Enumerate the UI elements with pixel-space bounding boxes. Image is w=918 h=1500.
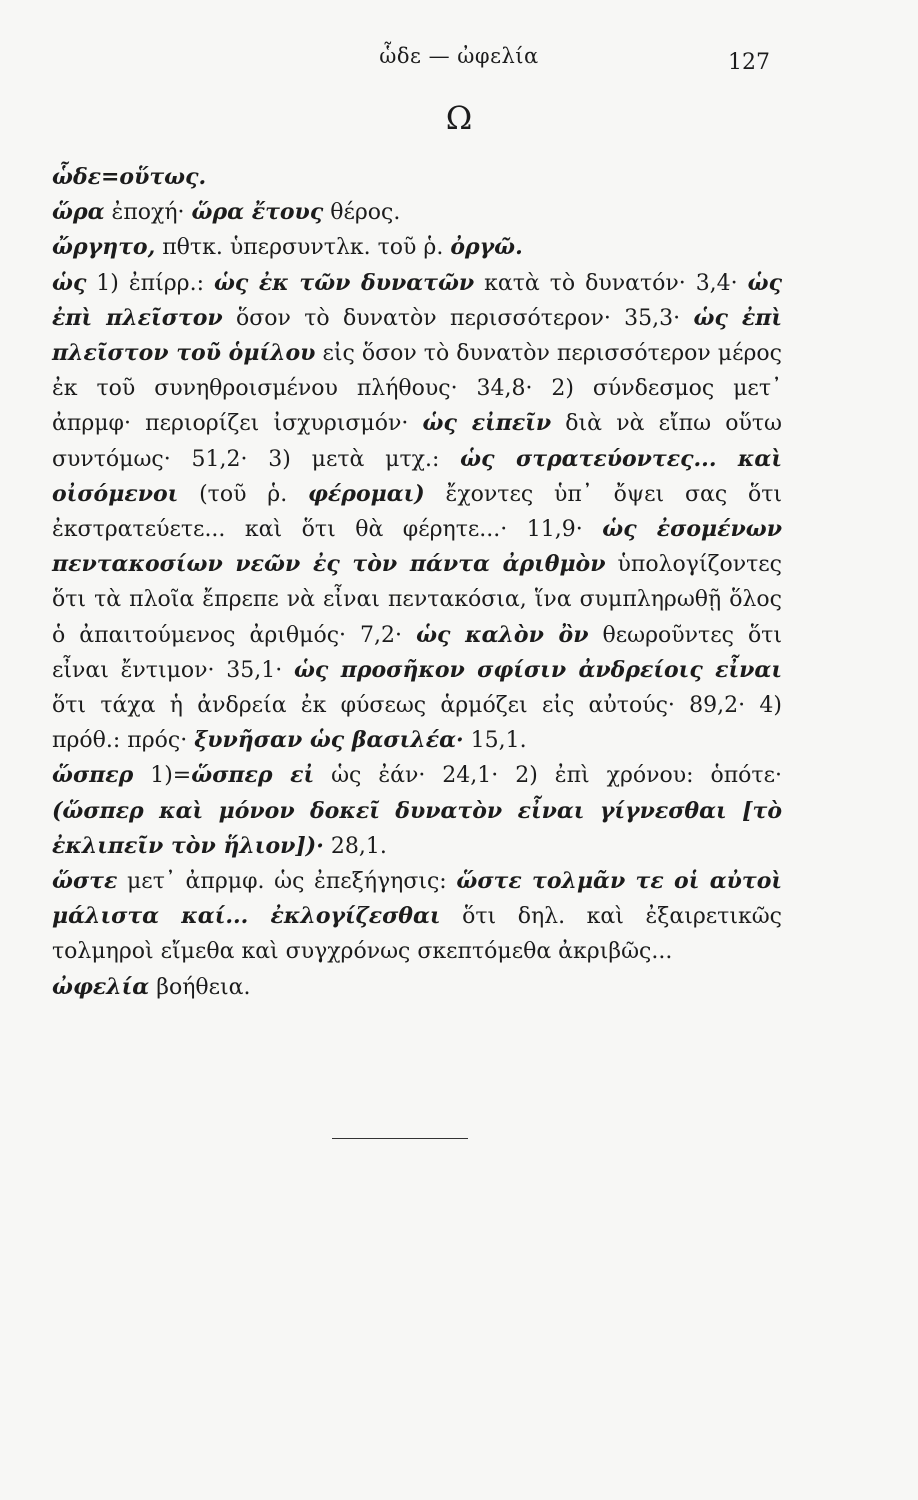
entry-text: ὅτι τάχα ἡ ἀνδρεία ἐκ φύσεως ἁρμόζει εἰς αὐτούς· 89,2· 4) πρόθ.: πρός· [52, 693, 782, 754]
entry-text: θέρος. [323, 200, 401, 226]
entry-text: ὑπολογίζοντες ὅτι τὰ πλοῖα ἔπρεπε νὰ εἶναι πεντακόσια, ἵνα συμπληρωθῇ ὅλος ὁ ἀπαιτούμενος ἀριθμός· 7,2· [52, 552, 783, 648]
entry-headword: ὥρα [52, 199, 105, 226]
entry-text: ὅτι δηλ. καὶ ἐξαιρετικῶς τολμηροὶ εἴμεθα καὶ συγχρόνως σκεπτόμεθα ἀκριβῶς... [52, 904, 782, 965]
entry-text: πθτκ. ὑπερσυντλκ. τοῦ ῥ. [155, 235, 451, 261]
dictionary-entry [52, 864, 782, 970]
dictionary-entry [52, 195, 782, 230]
entry-text: 28,1. [323, 833, 387, 859]
dictionary-entry [52, 160, 782, 195]
entry-citation: ὥρα ἔτους [191, 199, 324, 226]
entry-text: 15,1. [463, 728, 527, 754]
entry-citation: =οὕτως. [101, 164, 207, 190]
dictionary-entry [52, 266, 782, 759]
entry-text: μετ᾽ ἀπρμφ. ὡς ἐπεξήγησις: [117, 869, 457, 895]
entry-citation: ὡς στρατεύοντες... καὶ οἰσόμενοι [52, 445, 783, 507]
entry-headword: ὤργητο, [52, 234, 156, 261]
entry-citation: ὡς ἐπὶ πλεῖστον τοῦ ὁμίλου [52, 304, 783, 367]
entry-text: θεωροῦντες ὅτι εἶναι ἔντιμον· 35,1· [52, 622, 782, 683]
entry-text: ἐποχή· [104, 200, 192, 226]
entry-text: διὰ νὰ εἴπω οὕτω συντόμως· 51,2· 3) μετὰ μτχ.: [52, 411, 782, 472]
entry-citation: ὡς εἰπεῖν [422, 410, 552, 437]
entry-text: εἰς ὅσον τὸ δυνατὸν περισσότερον μέρος ἐκ τοῦ συνηθροισμένου πλήθους· 34,8· 2) σύνδεσμος μετ᾽ ἀπρμφ· περιορίζει ἰσχυρισμόν· [52, 341, 782, 437]
entry-text: κατὰ τὸ δυνατόν· 3,4· [474, 270, 748, 296]
entry-citation: ξυνῆσαν ὡς βασιλέα· [194, 727, 464, 754]
entry-citation: ὡς ἐκ τῶν δυνατῶν [213, 269, 475, 296]
entry-text: 1) ἐπίρρ.: [86, 270, 214, 296]
section-end-rule [332, 1138, 468, 1139]
entry-headword: ὧδε [52, 164, 101, 190]
entry-headword: ὠφελία [52, 973, 150, 1000]
page-number: 127 [728, 50, 770, 75]
entry-headword: ὥστε [52, 868, 118, 895]
entry-text: 1)= [133, 763, 192, 789]
entry-citation: ὡς καλὸν ὂν [416, 621, 589, 648]
entry-citation: ὡς ἐσομένων πεντακοσίων νεῶν ἐς τὸν πάντα ἀριθμὸν [52, 516, 782, 578]
entry-citation: ὥστε τολμᾶν τε οἱ αὐτοὶ μάλιστα καί... ἐκλογίζεσθαι [52, 868, 783, 930]
entry-citation: ὥσπερ εἰ [191, 762, 315, 789]
entry-text: ἔχοντες ὑπ᾽ ὄψει σας ὅτι ἐκστρατεύετε... καὶ ὅτι θὰ φέρητε...· 11,9· [52, 481, 783, 543]
entry-citation: ὡς προσῆκον σφίσιν ἀνδρείοις εἶναι [293, 656, 782, 683]
dictionary-entry [52, 758, 782, 864]
entry-text: ὅσον τὸ δυνατὸν περισσότερον· 35,3· [222, 305, 694, 331]
entry-headword: ὡς [52, 269, 87, 296]
entry-text: (τοῦ ῥ. [178, 481, 309, 507]
entry-text: βοήθεια. [149, 974, 251, 1000]
entry-headword: ὥσπερ [52, 762, 134, 789]
dictionary-entry [52, 230, 782, 265]
entry-citation: ὀργῶ. [450, 234, 523, 261]
entry-citation: φέρομαι) [308, 480, 425, 507]
entry-citation: ὡς ἐπὶ πλεῖστον [52, 269, 782, 331]
entry-citation: (ὥσπερ καὶ μόνον δοκεῖ δυνατὸν εἶναι γίγνεσθαι [τὸ ἐκλιπεῖν τὸν ἥλιον])· [52, 797, 782, 859]
dictionary-entries [52, 160, 782, 1005]
entry-text: ὡς ἐάν· 24,1· 2) ἐπὶ χρόνου: ὁπότε· [314, 763, 782, 789]
section-letter: Ω [445, 99, 473, 137]
running-title: ὧδε — ὠφελία [379, 44, 539, 68]
dictionary-entry [52, 970, 782, 1005]
